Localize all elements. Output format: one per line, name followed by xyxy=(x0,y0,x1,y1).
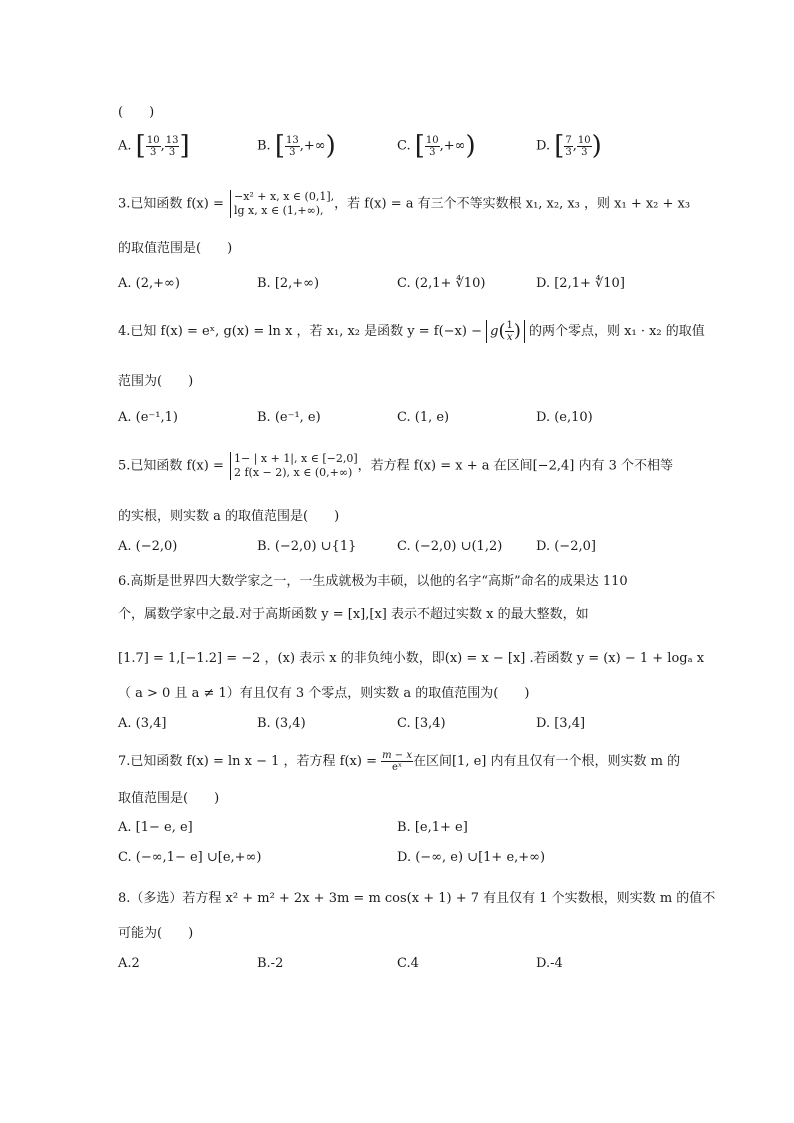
q4-stem: 4.已知 f(x) = eˣ, g(x) = ln x ，若 x₁, x₂ 是函数 y = f(−x) − g( $\frac{1}{x}$ ) 的两个零点，则 x₁ · x₂ 的取值 xyxy=(118,320,705,343)
q2-option-c[interactable]: C. [ $\frac{10}{3}$ ,+∞) xyxy=(397,131,476,161)
q7-option-a[interactable]: A. [1− e, e] xyxy=(118,820,193,835)
q6-option-b[interactable]: B. (3,4) xyxy=(257,716,306,731)
q3-stem-line2: 的取值范围是( ) xyxy=(118,241,233,256)
q3-option-c[interactable]: C. (2,1+ ∜10) xyxy=(397,276,486,291)
q5-option-c[interactable]: C. (−2,0) ∪(1,2) xyxy=(397,539,503,554)
q4-option-d[interactable]: D. (e,10) xyxy=(536,410,593,425)
q8-stem-line2: 可能为( ) xyxy=(118,926,194,941)
q3-option-d[interactable]: D. [2,1+ ∜10] xyxy=(536,276,625,291)
q7-option-d[interactable]: D. (−∞, e) ∪[1+ e,+∞) xyxy=(397,850,546,865)
q6-stem-line3: [1.7] = 1,[−1.2] = −2 ，(x) 表示 x 的非负纯小数，即(x) = x − [x] .若函数 y = (x) − 1 + logₐ x xyxy=(118,651,705,666)
q2-option-d[interactable]: D. [ $\frac{7}{3}$ , $\frac{10}{3}$ ) xyxy=(536,131,602,161)
q7-option-b[interactable]: B. [e,1+ e] xyxy=(397,820,468,835)
q6-stem-line4: （ a > 0 且 a ≠ 1）有且仅有 3 个零点，则实数 a 的取值范围为( ) xyxy=(118,686,530,701)
q5-stem: 5.已知函数 f(x) = 1− | x + 1|, x ∈ [−2,0] 2 f(x − 2), x ∈ (0,+∞) ，若方程 f(x) = x + a 在区间[−2,4] 内有 3 个不相等 xyxy=(118,452,673,479)
q6-stem-line1: 6.高斯是世界四大数学家之一，一生成就极为丰硕，以他的名字“高斯”命名的成果达 110 xyxy=(118,574,628,589)
q4-stem-line2: 范围为( ) xyxy=(118,374,194,389)
q5-option-d[interactable]: D. (−2,0] xyxy=(536,539,596,554)
q8-option-d[interactable]: D.-4 xyxy=(536,956,563,971)
q6-stem-line2: 个，属数学家中之最.对于高斯函数 y = [x],[x] 表示不超过实数 x 的最大整数，如 xyxy=(118,607,589,622)
q8-option-a[interactable]: A.2 xyxy=(118,956,140,971)
q8-option-b[interactable]: B.-2 xyxy=(257,956,284,971)
q7-stem: 7.已知函数 f(x) = ln x − 1 ，若方程 f(x) = $\frac{m - x}{\text{eˣ}}$ 在区间[1, e] 内有且仅有一个根，则实数 m 的 xyxy=(118,750,681,773)
q7-stem-line2: 取值范围是( ) xyxy=(118,791,220,806)
q2-option-a[interactable]: A. [ $\frac{10}{3}$ , $\frac{13}{3}$ ] xyxy=(118,131,190,161)
q8-option-c[interactable]: C.4 xyxy=(397,956,419,971)
q5-option-a[interactable]: A. (−2,0) xyxy=(118,539,178,554)
q6-option-a[interactable]: A. (3,4] xyxy=(118,716,167,731)
q4-option-b[interactable]: B. (e⁻¹, e) xyxy=(257,410,321,425)
q6-option-c[interactable]: C. [3,4) xyxy=(397,716,446,731)
q3-option-b[interactable]: B. [2,+∞) xyxy=(257,276,320,291)
q2-option-b[interactable]: B. [ $\frac{13}{3}$ ,+∞) xyxy=(257,131,336,161)
q2-answer-paren: ( ) xyxy=(118,105,155,120)
q5-option-b[interactable]: B. (−2,0) ∪{1} xyxy=(257,539,357,554)
q8-stem-line1: 8.（多选）若方程 x² + m² + 2x + 3m = m cos(x + 1) + 7 有且仅有 1 个实数根，则实数 m 的值不 xyxy=(118,891,716,906)
q7-option-c[interactable]: C. (−∞,1− e] ∪[e,+∞) xyxy=(118,850,262,865)
q5-stem-line2: 的实根，则实数 a 的取值范围是( ) xyxy=(118,509,340,524)
q3-stem: 3.已知函数 f(x) = −x² + x, x ∈ (0,1], lg x, x ∈ (1,+∞), ，若 f(x) = a 有三个不等实数根 x₁, x₂, x₃ ，则 x₁ + x₂ + x₃ xyxy=(118,190,691,217)
q4-option-a[interactable]: A. (e⁻¹,1) xyxy=(118,410,178,425)
q3-option-a[interactable]: A. (2,+∞) xyxy=(118,276,180,291)
q4-option-c[interactable]: C. (1, e) xyxy=(397,410,450,425)
q6-option-d[interactable]: D. [3,4] xyxy=(536,716,586,731)
